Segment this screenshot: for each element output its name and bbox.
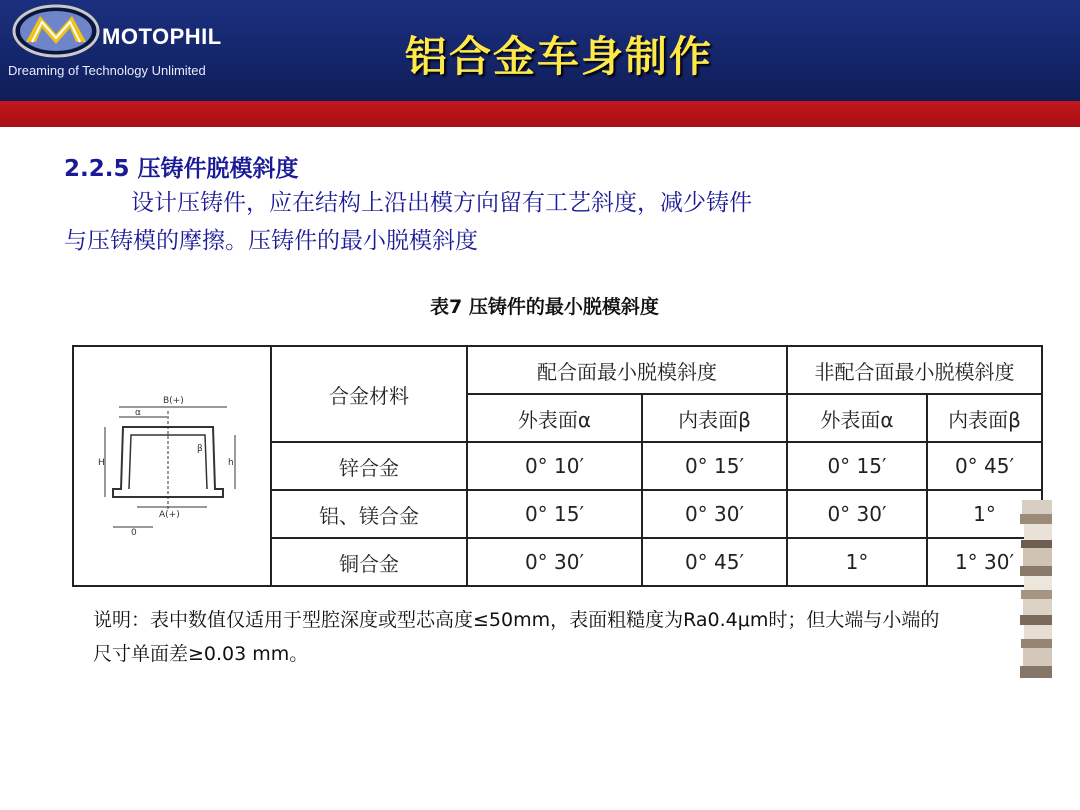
paragraph-line-1: 设计压铸件，应在结构上沿出模方向留有工艺斜度，减少铸件 (131, 190, 752, 216)
header-alloy-material: 合金材料 (271, 346, 467, 442)
subheader-outer-alpha-2: 外表面α (787, 394, 927, 442)
row-cell: 0° 15′ (787, 442, 927, 490)
row-cell: 0° 10′ (467, 442, 642, 490)
note-line-1: 说明：表中数值仅适用于型腔深度或型芯高度≤50mm，表面粗糙度为Ra0.4μm时；但大端与小端的 (93, 609, 940, 631)
row-cell: 0° 45′ (642, 538, 787, 586)
section-paragraph (64, 184, 964, 260)
subheader-outer-alpha: 外表面α (467, 394, 642, 442)
header-nonmating-surface: 非配合面最小脱模斜度 (787, 346, 1042, 394)
diagram-left-h-label: H (98, 457, 105, 468)
slide-title: 铝合金车身制作 (405, 32, 714, 81)
casting-cross-section-diagram (97, 389, 247, 539)
motophil-logo-icon (12, 4, 100, 58)
draft-angle-table (72, 345, 1043, 587)
note-line-2: 尺寸单面差≥0.03 mm。 (93, 643, 309, 665)
paragraph-line-2: 与压铸模的摩擦。压铸件的最小脱模斜度 (64, 228, 478, 254)
diagram-zero-label: 0 (131, 527, 137, 538)
row-cell: 0° 30′ (467, 538, 642, 586)
diagram-alpha-label: α (135, 407, 141, 418)
diagram-top-dim-label: B(+) (163, 395, 184, 406)
row-cell: 0° 30′ (787, 490, 927, 538)
subheader-inner-beta-2: 内表面β (927, 394, 1042, 442)
row-material: 铜合金 (271, 538, 467, 586)
diagram-beta-label: β (197, 443, 203, 454)
header-red-stripe (0, 101, 1080, 127)
row-cell: 0° 45′ (927, 442, 1042, 490)
brand-tagline: Dreaming of Technology Unlimited (8, 63, 206, 78)
row-cell: 0° 30′ (642, 490, 787, 538)
diagram-right-h-label: h (228, 457, 234, 468)
row-material: 铝、镁合金 (271, 490, 467, 538)
table-note (93, 603, 1043, 671)
header-mating-surface: 配合面最小脱模斜度 (467, 346, 787, 394)
diagram-bottom-dim-label: A(+) (159, 509, 180, 520)
row-cell: 1° (927, 490, 1042, 538)
subheader-inner-beta: 内表面β (642, 394, 787, 442)
row-cell: 1° 30′ (927, 538, 1042, 586)
section-title: 2.2.5 压铸件脱模斜度 (64, 156, 299, 182)
book-stack-decoration-icon (1018, 500, 1052, 678)
row-cell: 0° 15′ (642, 442, 787, 490)
table-caption: 表7 压铸件的最小脱模斜度 (430, 296, 659, 318)
casting-diagram-cell (73, 346, 271, 586)
row-cell: 1° (787, 538, 927, 586)
row-material: 锌合金 (271, 442, 467, 490)
row-cell: 0° 15′ (467, 490, 642, 538)
brand-name: MOTOPHIL (102, 24, 222, 49)
